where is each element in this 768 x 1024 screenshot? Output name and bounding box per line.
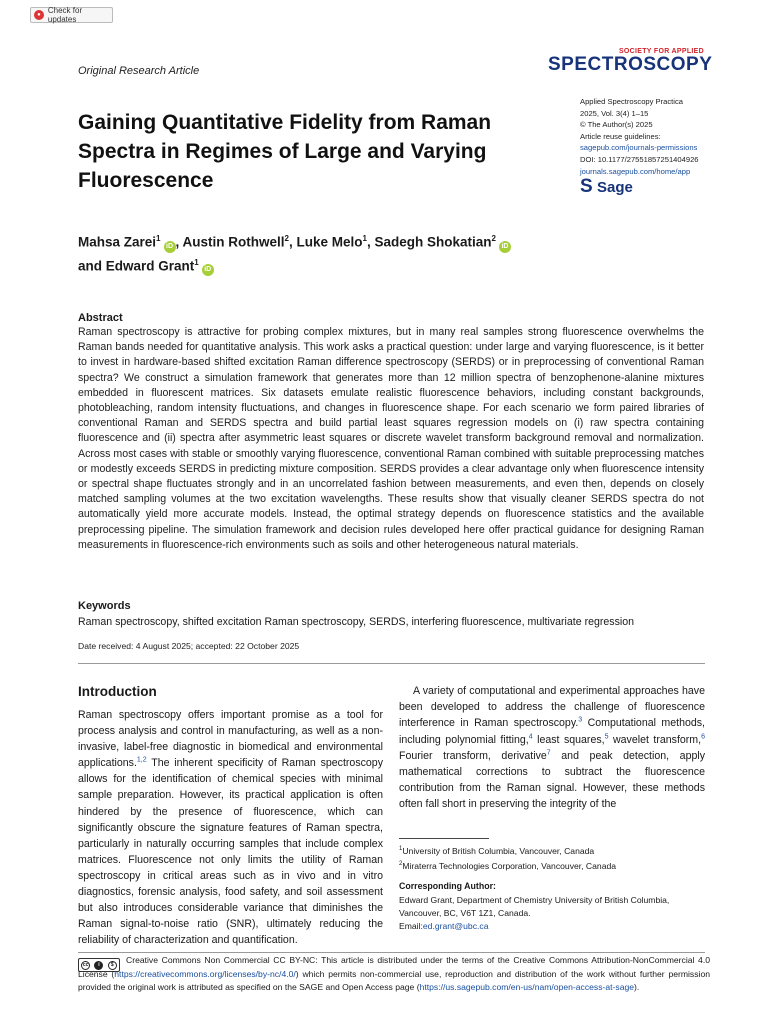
author-2-aff: 2 — [284, 234, 289, 243]
aff-number: 1 — [399, 846, 403, 852]
author-sep: , — [288, 234, 297, 250]
orcid-icon[interactable]: iD — [499, 241, 511, 253]
intro-paragraph-1b: The inherent specificity of Raman spectroscopy allows for the identification of chemical species with minimal sample preparation. However, its practical application is often hindered by the presence of fluorescence, which can significantly obscure the signature features of Raman spectra, particularly in naturally occurring samples that include complex matrices. Fluorescence not only limits the utility of Raman spectroscopy in critical areas such as in vivo and in vitro diagnostics, forensic analysis, food safety, and soil assessment but also introduces considerable variance that diminishes the Raman signal-to-noise ratio (SNR), ultimately reducing the reliability of characterization and quantification. — [78, 757, 383, 947]
citation-link[interactable]: 5 — [604, 733, 609, 741]
license-run: ) which permits non-commercial use, reproduction and distribution of the work without further permission provided the original work is attributed as specified on the SAGE and Open Access page ( — [78, 968, 710, 992]
aff-text: University of British Columbia, Vancouver, Canada — [402, 845, 595, 856]
check-for-updates-button[interactable] — [30, 7, 113, 23]
citation-link[interactable]: 7 — [546, 749, 551, 757]
text-run: wavelet transform, — [608, 733, 702, 746]
author-5-aff: 1 — [194, 257, 199, 267]
intro-right-column — [399, 683, 705, 813]
intro-left-column — [78, 707, 383, 948]
citation-link[interactable]: 4 — [528, 733, 533, 741]
meta-doi: DOI: 10.1177/27551857251404926 — [580, 154, 699, 164]
publisher-name: Sage — [597, 178, 633, 196]
journal-logo — [548, 48, 713, 75]
orcid-icon[interactable]: iD — [202, 264, 214, 276]
permissions-link[interactable]: sagepub.com/journals-permissions — [580, 143, 698, 153]
meta-volume: 2025, Vol. 3(4) 1–15 — [580, 108, 649, 118]
author-4[interactable]: Sadegh Shokatian — [374, 234, 492, 250]
check-updates-label: Check for updates — [47, 6, 83, 24]
abstract-heading: Abstract — [78, 312, 123, 324]
abstract-text: Raman spectroscopy is attractive for probing complex mixtures, but in many real samples strong fluorescence overwhelms the Raman bands needed for quantitative analysis. This work asks a practical question: under large and varying fluorescence, is it better to invest in hardware-based shifted excitation Raman difference spectroscopy (SERDS) or in preprocessing of conventional Raman spectra? We construct a simulation framework that generates more than 12 million spectra of benzophenone-alanine mixtures embedded in fluorescent matrices. Six datasets emulate realistic fluorescence behaviors, including constant backgrounds, photobleaching, random intensity fluctuations, and changes in fluorescence shape. For each scenario we form paired libraries of conventional Raman and SERDS spectra and build partial least squares regression models on (i) raw spectra containing fluorescence and (ii) spectra after asymmetric least squares or discrete wavelet transform background removal and normalization. Across most cases with stable or smoothly varying fluorescence, conventional Raman combined with suitable preprocessing matches or modestly exceeds SERDS in predicting mixture composition. SERDS provides a clear advantage only when fluorescence intensity or spectral shape fluctuates strongly and in an uncorrelated fashion between measurements, and even then, depends on closely matched sampling volumes at the two excitation wavelengths. These results show that visually cleaner SERDS spectra do not automatically yield more accurate models. Instead, the optimal strategy depends on fluorescence statistics and the available preprocessing pipeline. The simulation framework and decision rules developed here offer practical guidance for designing Raman measurements in fluorescence-rich environments such as soils and other heterogeneous natural materials. — [78, 326, 704, 551]
text-run: Fourier transform, derivative — [399, 749, 547, 762]
corresponding-author — [399, 894, 709, 933]
meta-reuse: Article reuse guidelines: — [580, 131, 661, 141]
journal-home-link[interactable]: journals.sagepub.com/home/app — [580, 166, 691, 176]
journal-meta — [580, 96, 740, 177]
section-divider — [78, 663, 705, 664]
text-run: Computational methods, including polynomial fitting, — [399, 717, 705, 746]
author-sep: , — [175, 234, 183, 250]
affiliation-1 — [399, 843, 709, 858]
author-list — [78, 229, 598, 276]
license-divider — [78, 952, 705, 953]
publisher-logo — [580, 178, 633, 196]
intro-paragraph-2 — [399, 683, 705, 813]
author-5[interactable]: and Edward Grant — [78, 258, 195, 273]
open-access-link[interactable]: https://us.sagepub.com/en-us/nam/open-access-at-sage — [419, 982, 635, 992]
author-1[interactable]: Mahsa Zarei — [78, 234, 157, 250]
article-title: Gaining Quantitative Fidelity from Raman Spectra in Regimes of Large and Varying Fluorescence — [78, 111, 492, 192]
journal-name: SPECTROSCOPY — [548, 54, 713, 75]
introduction-heading: Introduction — [78, 684, 157, 699]
article-dates: Date received: 4 August 2025; accepted: 22 October 2025 — [78, 641, 300, 651]
author-3-aff: 1 — [362, 234, 367, 243]
email-label: Email: — [399, 921, 423, 931]
author-3[interactable]: Luke Melo — [296, 234, 363, 250]
by-icon: i — [94, 961, 103, 970]
license-text — [78, 954, 710, 995]
affiliation-2 — [399, 858, 709, 873]
check-updates-icon: ● — [34, 10, 44, 20]
corresponding-address: Edward Grant, Department of Chemistry University of British Columbia, Vancouver, BC, V6T 1Z1, Canada. — [399, 895, 670, 918]
text-run: least squares, — [532, 733, 605, 746]
aff-text: Miraterra Technologies Corporation, Vancouver, Canada — [402, 860, 617, 871]
meta-journal: Applied Spectroscopy Practica — [580, 97, 683, 106]
author-1-aff: 1 — [156, 234, 161, 243]
keywords-heading: Keywords — [78, 600, 131, 612]
text-run: and peak detection, apply mathematical corrections to subtract the fluorescence contribution from the Raman signal. However, these methods often fall short in preserving the integrity of the — [399, 749, 705, 811]
citation-link[interactable]: 3 — [578, 716, 583, 724]
footnote-divider — [399, 838, 489, 839]
cc-icon: cc — [82, 961, 89, 968]
citation-link[interactable]: 6 — [701, 733, 705, 741]
orcid-icon[interactable]: iD — [164, 241, 176, 253]
corresponding-heading: Corresponding Author: — [399, 881, 496, 891]
author-4-aff: 2 — [491, 234, 496, 243]
affiliations — [399, 843, 709, 873]
keywords-text: Raman spectroscopy, shifted excitation Raman spectroscopy, SERDS, interfering fluorescence, multivariate regression — [78, 616, 635, 628]
author-sep: , — [366, 234, 375, 250]
aff-number: 2 — [399, 860, 403, 867]
corresponding-email-line — [399, 920, 709, 933]
society-label: SOCIETY FOR APPLIED — [618, 48, 704, 55]
sage-icon: S — [580, 176, 593, 197]
author-2[interactable]: Austin Rothwell — [182, 234, 285, 250]
meta-copyright: © The Author(s) 2025 — [580, 120, 653, 130]
citation-link[interactable]: 1,2 — [136, 756, 147, 764]
license-link[interactable]: https://creativecommons.org/licenses/by-nc/4.0/ — [114, 968, 296, 979]
email-link[interactable]: ed.grant@ubc.ca — [422, 921, 489, 931]
license-run: Creative Commons Non Commercial CC BY-NC: This article is distributed under the terms of the Creative Commons Attribution-NonCommercial 4.0 License ( — [78, 955, 710, 979]
article-type: Original Research Article — [78, 65, 200, 77]
text-run: A variety of computational and experimental approaches have been developed to address the challenge of fluorescence interference in Raman spectroscopy. — [399, 685, 705, 730]
nc-icon: $ — [108, 961, 117, 970]
intro-paragraph-1a: Raman spectroscopy offers important promise as a tool for process analysis and control in manufacturing, as well as a non-invasive, label-free diagnostic in biomedical and environmental applications. — [78, 709, 383, 770]
license-run: ). — [634, 982, 640, 992]
